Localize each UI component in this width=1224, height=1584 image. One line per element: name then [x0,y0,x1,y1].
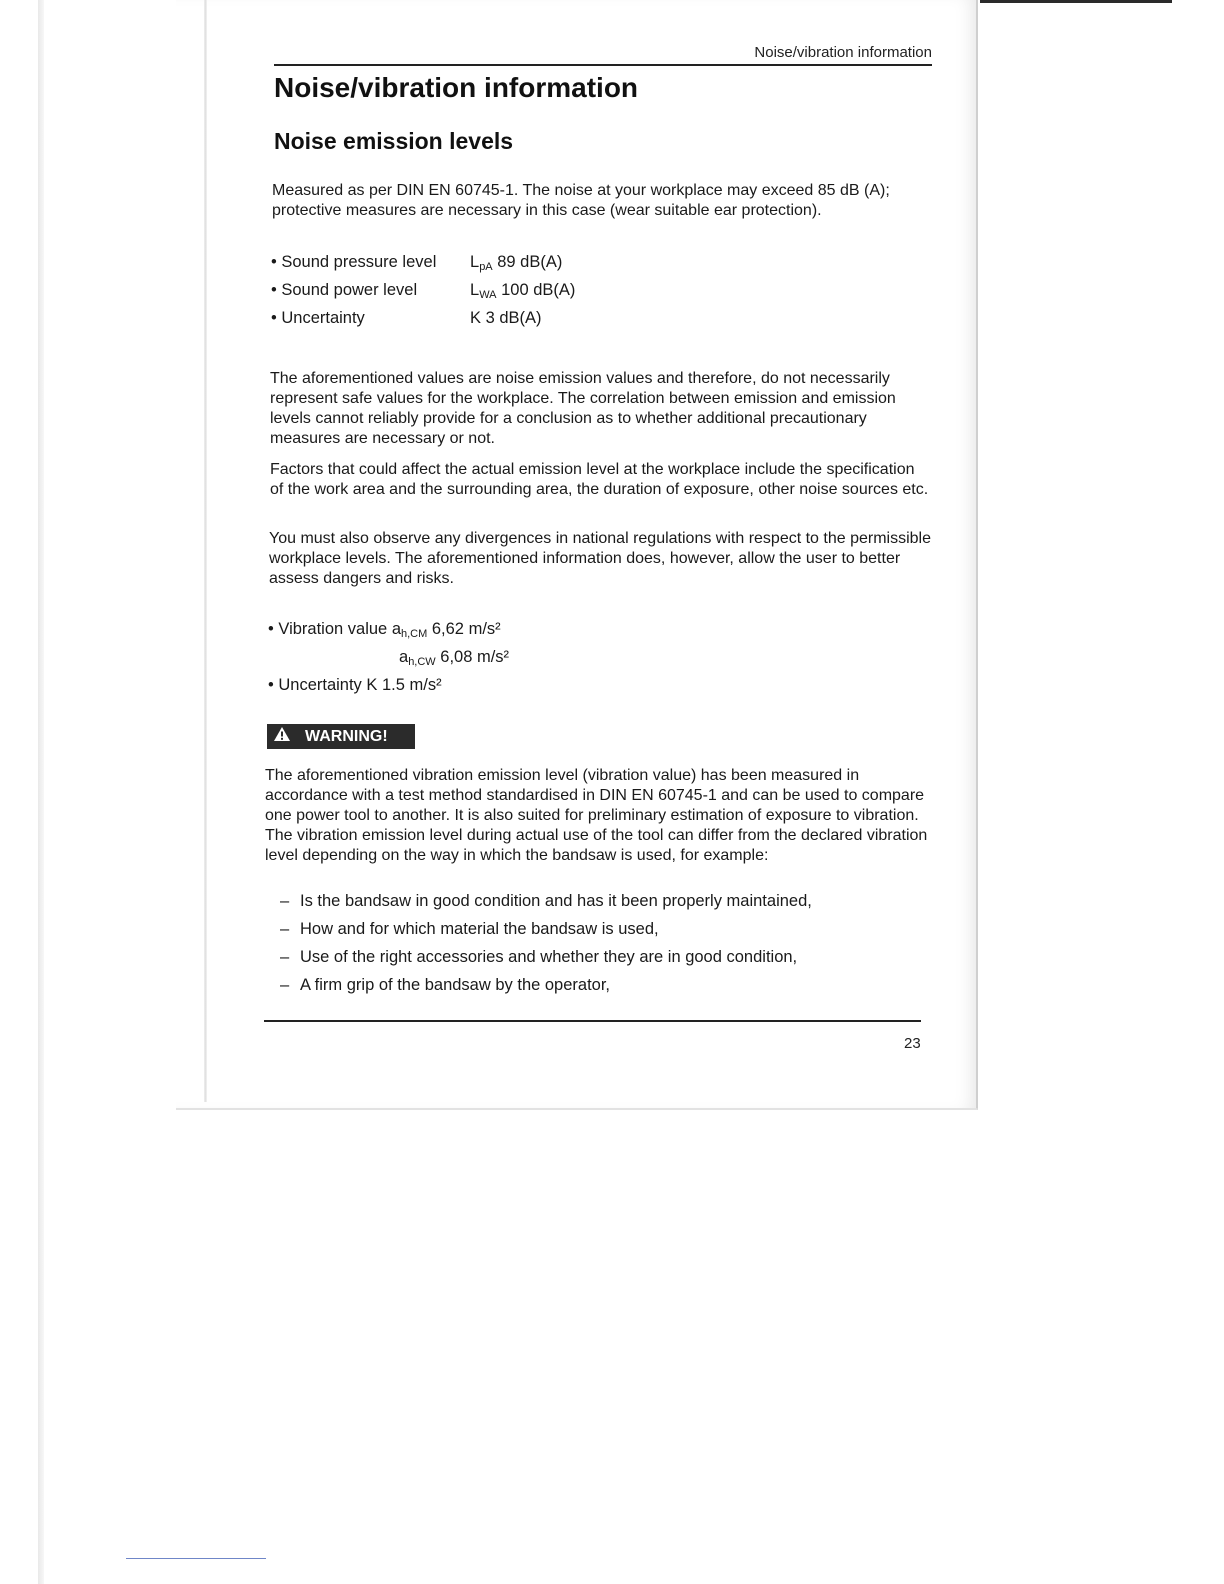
vibration-row-cw: $a_{h,CW}$ 6,08 m/s² [399,648,510,668]
warning-triangle-icon [273,726,291,747]
intro-paragraph: Measured as per DIN EN 60745-1. The noise at your workplace may exceed 85 dB (A); protective measures are necessary in this case (wear suitable ear protection). [272,182,890,219]
warning-label: WARNING! [305,727,388,745]
scan-shadow [38,0,44,1584]
paragraph-regulations: You must also observe any divergences in national regulations with respect to the permissible workplace levels. The aforementioned information does, however, allow the user to better assess dangers and risks. [269,530,931,587]
warning-paragraph: The aforementioned vibration emission level (vibration value) has been measured in accordance with a test method standardised in DIN EN 60745-1 and can be used to compare one power tool to another. It is also suited for preliminary estimation of exposure to vibration. The vibration emission level during actual use of the tool can differ from the declared vibration level depending on the way in which the bandsaw is used, for example: [265,767,928,864]
page-number: 23 [904,1035,921,1052]
header-rule [274,64,932,66]
scan-edge-line [980,0,1172,3]
binding-line [204,0,207,1102]
footer-rule [264,1020,921,1022]
vibration-row-cm: • Vibration value $a_{h,CM}$ 6,62 m/s² [268,620,501,640]
scan-mark [126,1558,266,1559]
page-title: Noise/vibration information [274,72,639,103]
page-edge [976,0,978,1108]
vibration-spec-list [268,620,510,704]
running-header: Noise/vibration information [754,44,932,61]
warning-badge [267,724,415,749]
paragraph-noise-values: The aforementioned values are noise emission values and therefore, do not necessarily represent safe values for the workplace. The correlation between emission and emission levels cannot reliably provide for a conclusion as to whether additional precautionary measures are necessary or not. [270,370,896,447]
section-title: Noise emission levels [274,128,514,154]
vibration-uncertainty: • Uncertainty K 1.5 m/s² [268,676,442,694]
paragraph-factors: Factors that could affect the actual emission level at the workplace include the specification of the work area and the surrounding area, the duration of exposure, other noise sources etc. [270,461,929,498]
